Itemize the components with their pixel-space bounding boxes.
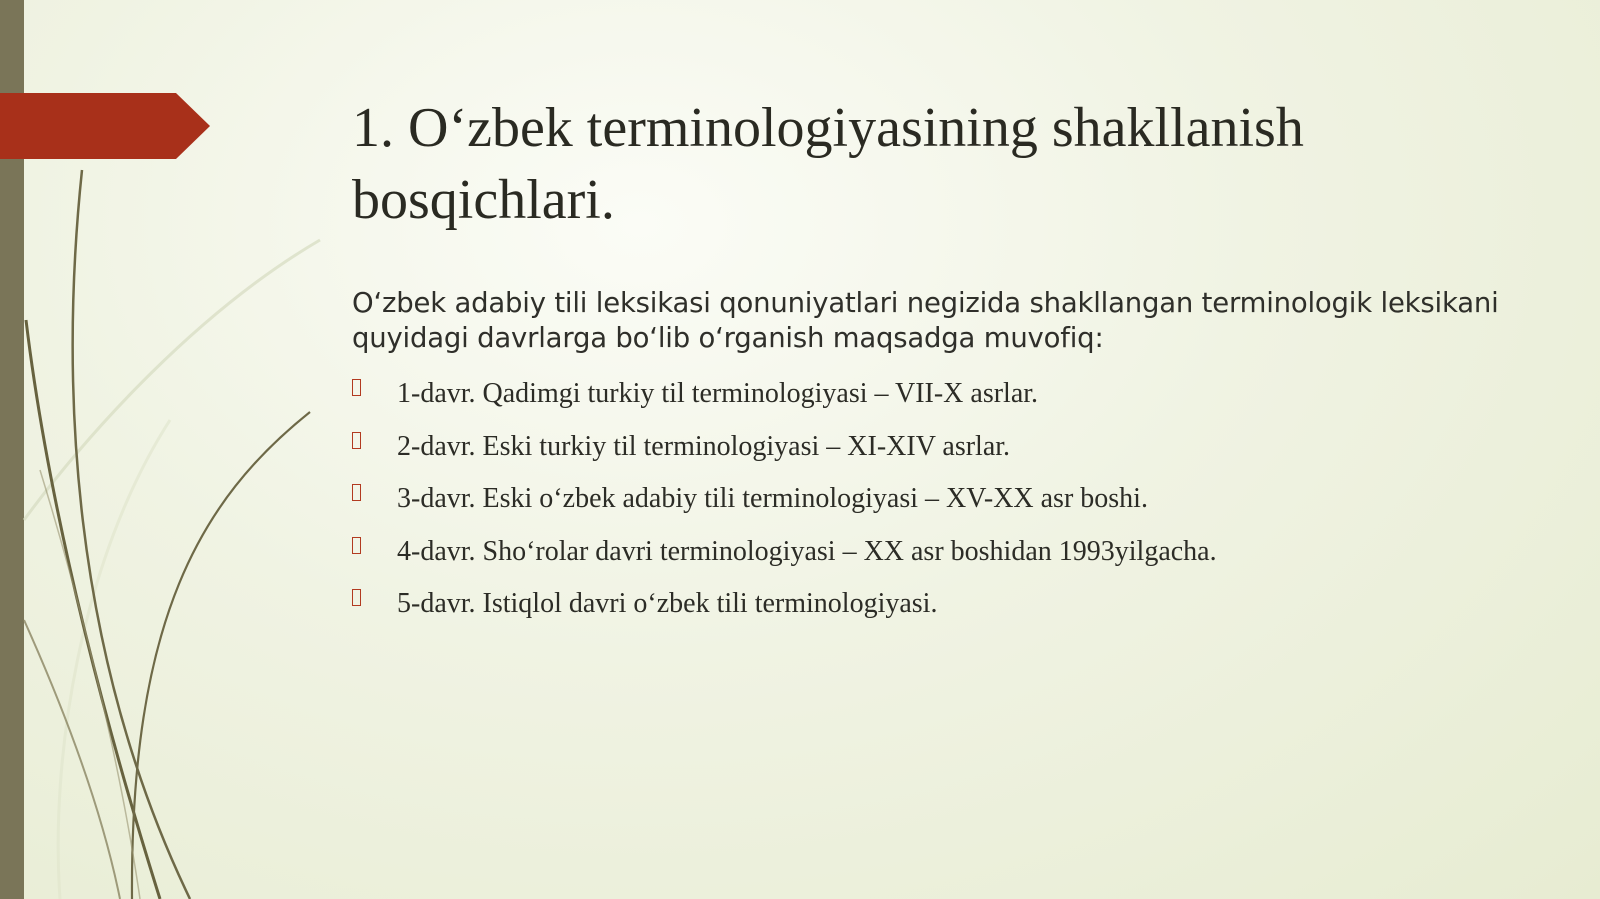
red-arrow-shape: [0, 93, 210, 159]
slide-title: 1. O‘zbek terminologiyasining shakllanish bosqichlari.: [352, 97, 1304, 231]
list-item: [352, 478, 1502, 531]
square-bullet-icon: [352, 379, 361, 396]
list-item: [352, 373, 1502, 426]
square-bullet-icon: [352, 432, 361, 449]
list-item-text: 2-davr. Eski turkiy til terminologiyasi – XI-XIV asrlar.: [397, 430, 1011, 462]
intro-paragraph: O‘zbek adabiy tili leksikasi qonuniyatlari negizida shakllangan terminologik leksikani quyidagi davrlarga bo‘lib o‘rganish maqsadga muvofiq:: [352, 287, 1499, 354]
list-item-text: 4-davr. Sho‘rolar davri terminologiyasi – XX asr boshidan 1993yilgacha.: [397, 535, 1217, 567]
list-item-text: 1-davr. Qadimgi turkiy til terminologiyasi – VII-X asrlar.: [397, 378, 1039, 409]
list-item: [352, 531, 1502, 584]
list-item-text: 3-davr. Eski o‘zbek adabiy tili terminologiyasi – XV-XX asr boshi.: [397, 483, 1148, 515]
list-item: [352, 426, 1502, 479]
period-list: [352, 373, 1502, 636]
square-bullet-icon: [352, 484, 361, 501]
list-item-text: 5-davr. Istiqlol davri o‘zbek tili terminologiyasi.: [397, 588, 938, 620]
square-bullet-icon: [352, 537, 361, 554]
square-bullet-icon: [352, 589, 361, 606]
list-item: [352, 583, 1502, 636]
